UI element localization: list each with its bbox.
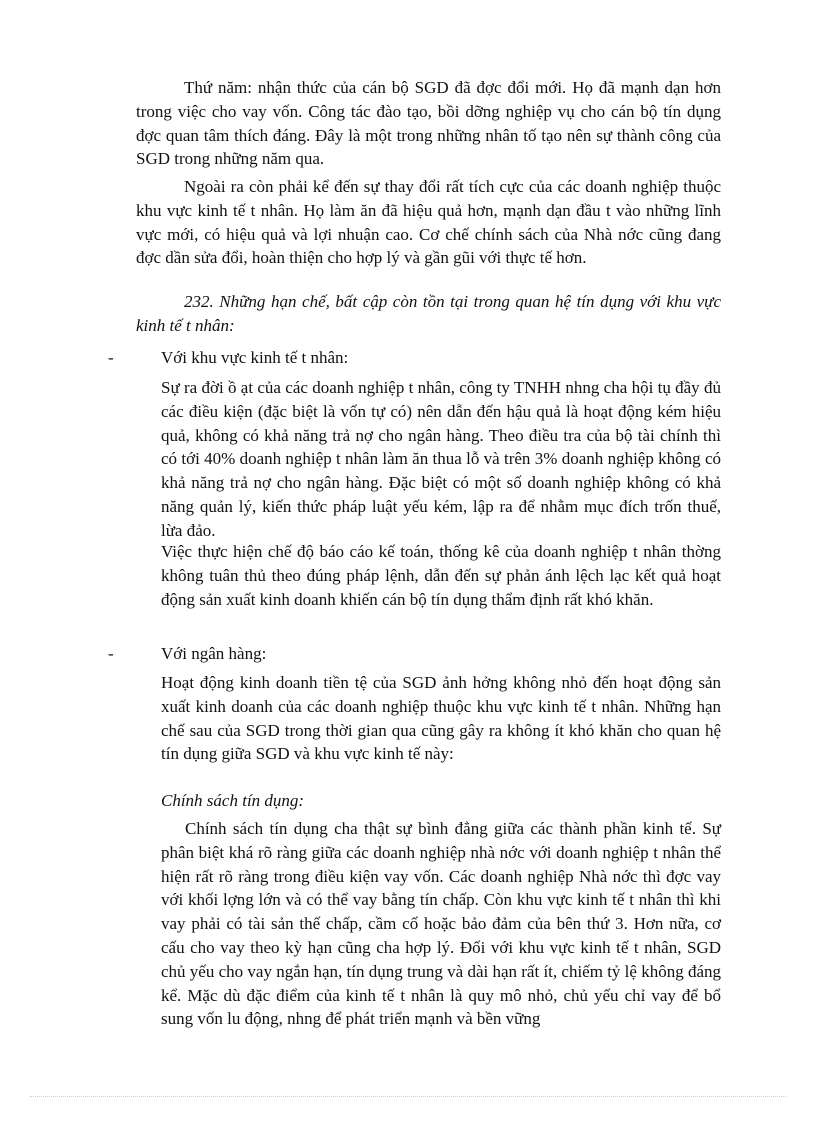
section-heading-232: 232. Những hạn chế, bất cập còn tồn tại trong quan hệ tín dụng với khu vực kinh tế t nhân: — [136, 292, 721, 335]
bullet-dash-2: - — [108, 644, 114, 663]
bullet-title-private-sector: Với khu vực kinh tế t nhân: — [161, 348, 349, 367]
paragraph-thu-nam: Thứ năm: nhận thức của cán bộ SGD đã đợc đổi mới. Họ đã mạnh dạn hơn trong việc cho vay vốn. Công tác đào tạo, bồi dỡng nghiệp vụ cho cán bộ tín dụng đợc quan tâm thích đáng. Đây là một trong những nhân tố tạo nên sự thành công của SGD trong những năm qua. — [136, 78, 721, 169]
paragraph-credit-policy: Chính sách tín dụng cha thật sự bình đẳng giữa các thành phần kinh tế. Sự phân biệt khá rõ ràng giữa các doanh nghiệp nhà nớc với doanh nghiệp t nhân thể hiện rất rõ ràng trong điều kiện vay vốn. Các doanh nghiệp Nhà nớc thì đợc vay với khối lợng lớn và có thể vay bằng tín chấp. Còn khu vực kinh tế t nhân thì khi vay phải có tài sản thế chấp, cầm cố hoặc bảo đảm của bên thứ 3. Hơn nữa, cơ cấu cho vay theo kỳ hạn cũng cha hợp lý. Đối với khu vực kinh tế t nhân, SGD chủ yếu cho vay ngắn hạn, tín dụng trung và dài hạn rất ít, chiếm tỷ lệ không đáng kể. Mặc dù đặc điểm của kinh tế t nhân là quy mô nhỏ, chủ yếu chỉ vay để bổ sung vốn lu động, nhng để phát triển mạnh và bền vững — [161, 819, 721, 1029]
page-bottom-divider — [30, 1096, 786, 1097]
bullet-dash-1: - — [108, 348, 114, 367]
bullet-title-bank: Với ngân hàng: — [161, 644, 267, 663]
paragraph-ngoai-ra: Ngoài ra còn phải kể đến sự thay đổi rất tích cực của các doanh nghiệp thuộc khu vực kinh tế t nhân. Họ làm ăn đã hiệu quả hơn, mạnh dạn đầu t vào những lĩnh vực mới, có hiệu quả và lợi nhuận cao. Cơ chế chính sách của Nhà nớc cũng đang đợc dần sửa đổi, hoàn thiện cho hợp lý và gần gũi với thực tế hơn. — [136, 177, 721, 268]
sub-heading-credit-policy: Chính sách tín dụng: — [161, 791, 305, 810]
paragraph-private-sector-2: Việc thực hiện chế độ báo cáo kế toán, thống kê của doanh nghiệp t nhân thờng không tuân thủ theo đúng pháp lệnh, dẫn đến sự phản ánh lệch lạc kết quả hoạt động sản xuất kinh doanh khiến cán bộ tín dụng thẩm định rất khó khăn. — [161, 542, 721, 609]
paragraph-bank-1: Hoạt động kinh doanh tiền tệ của SGD ảnh hởng không nhỏ đến hoạt động sản xuất kinh doanh của các doanh nghiệp thuộc khu vực kinh tế t nhân. Những hạn chế sau của SGD trong thời gian qua cũng gây ra không ít khó khăn cho quan hệ tín dụng giữa SGD và khu vực kinh tế này: — [161, 673, 721, 764]
paragraph-private-sector-1: Sự ra đời ồ ạt của các doanh nghiệp t nhân, công ty TNHH nhng cha hội tụ đầy đủ các điều kiện (đặc biệt là vốn tự có) nên dẫn đến hậu quả là hoạt động kém hiệu quả, không có khả năng trả nợ cho ngân hàng. Theo điều tra của bộ tài chính thì có tới 40% doanh nghiệp t nhân làm ăn thua lỗ và trên 3% doanh nghiệp không có khả năng trả nợ cho ngân hàng. Đặc biệt có một số doanh nghiệp không có khả năng quản lý, kiến thức pháp luật yếu kém, lập ra để nhằm mục đích trốn thuế, lừa đảo. — [161, 378, 721, 540]
